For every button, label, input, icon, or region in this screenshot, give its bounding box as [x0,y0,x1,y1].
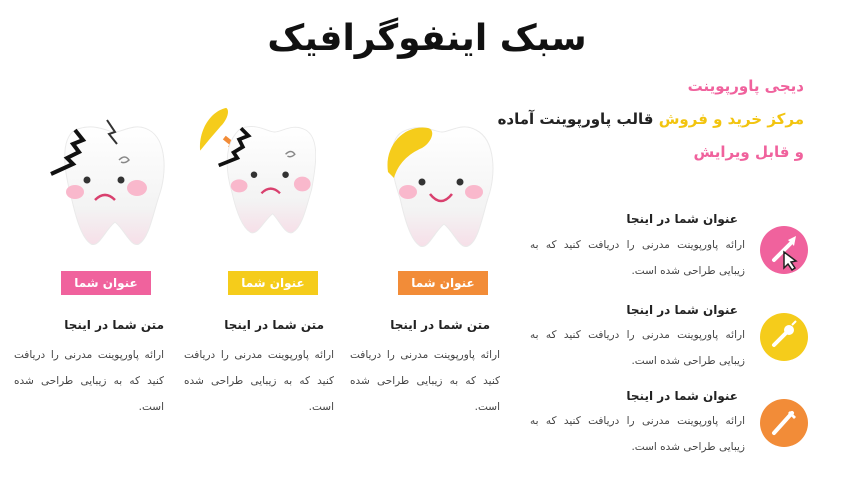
column-heading-3: متن شما در اینجا [390,318,490,332]
cracked-tooth-illustration [45,118,169,248]
brand-name: دیجی پاورپوینت [687,77,804,95]
happy-tooth-illustration [378,120,502,250]
feature-icon-3 [760,399,808,447]
brand-tagline-end: و قابل ویرایش [693,143,804,161]
column-heading-1: متن شما در اینجا [64,318,164,332]
column-label-1: عنوان شما [61,271,151,295]
feature-icon-2 [760,313,808,361]
dental-drill-icon [760,313,808,361]
column-text-3: ارائه پاورپوینت مدرنی را دریافت کنید که به زیبایی طراحی شده است. [350,349,500,413]
toothbrush-icon [760,399,808,447]
brand-tagline-highlight: مرکز خرید و فروش [658,110,804,128]
column-text-1: ارائه پاورپوینت مدرنی را دریافت کنید که به زیبایی طراحی شده است. [14,349,164,413]
dental-tool-icon [760,226,808,274]
chipped-tooth-illustration [192,106,316,236]
column-label-3: عنوان شما [398,271,488,295]
column-label-2: عنوان شما [228,271,318,295]
feature-title-1: عنوان شما در اینجا [626,212,738,226]
feature-text-3: ارائه پاورپوینت مدرنی را دریافت کنید که به زیبایی طراحی شده است. [530,415,745,453]
brand-block [474,70,804,169]
brand-tagline: قالب پاورپوینت آماده [497,110,654,128]
feature-title-3: عنوان شما در اینجا [626,389,738,403]
feature-icon-1 [760,226,808,274]
feature-title-2: عنوان شما در اینجا [626,303,738,317]
feature-text-1: ارائه پاورپوینت مدرنی را دریافت کنید که به زیبایی طراحی شده است. [530,239,745,277]
page-title: سبک اینفوگرافیک [267,18,587,59]
column-text-2: ارائه پاورپوینت مدرنی را دریافت کنید که به زیبایی طراحی شده است. [184,349,334,413]
column-heading-2: متن شما در اینجا [224,318,324,332]
feature-text-2: ارائه پاورپوینت مدرنی را دریافت کنید که به زیبایی طراحی شده است. [530,329,745,367]
